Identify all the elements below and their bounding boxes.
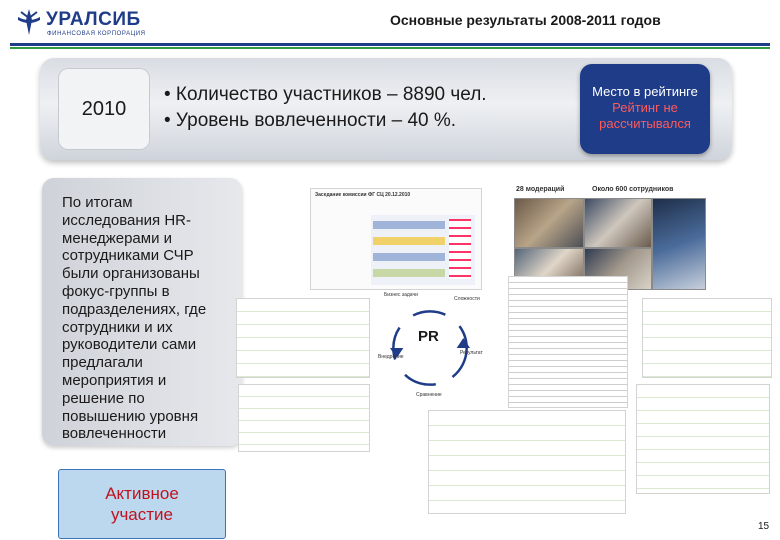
doc-table-values [449, 219, 471, 279]
active-participation-label: Активное участие [105, 484, 179, 524]
rating-title: Место в рейтинге [592, 84, 698, 99]
active-participation-box [58, 469, 226, 539]
cycle-label-implementation: Внедрение [378, 354, 404, 360]
rating-value-line1: Рейтинг не [612, 100, 678, 115]
cycle-label-business: Бизнес задачи [384, 292, 418, 298]
cycle-label-difficulties: Сложности [454, 296, 480, 302]
materials-collage [232, 178, 780, 518]
photo-caption-left: 28 модераций [516, 186, 565, 193]
logo-name: УРАЛСИБ [46, 9, 141, 30]
focus-group-text: По итогам исследования HR-менеджерами и сотрудниками СЧР были организованы фокус-группы в подразделениях, где сотрудники и их руководители сами предлагали мероприятия и решение по повышению уровня вовлеченности [62, 194, 207, 443]
logo-subtitle: ФИНАНСОВАЯ КОРПОРАЦИЯ [47, 31, 146, 37]
header-divider-green [10, 47, 770, 49]
year-value: 2010 [81, 97, 127, 120]
doc-table-row [373, 237, 445, 245]
header-divider-blue [10, 43, 770, 46]
participants-bullet: • Количество участников – 8890 чел. [164, 84, 487, 105]
rating-value-line2: рассчитывался [599, 116, 691, 131]
year-badge [58, 68, 150, 150]
table-document-right-top [642, 298, 772, 378]
doc-table-row [373, 253, 445, 261]
slide-header [0, 0, 780, 44]
doc-table-row [373, 221, 445, 229]
table-document-bottom [428, 410, 626, 514]
table-document-left-bottom [238, 384, 370, 452]
engagement-bullet: • Уровень вовлеченности – 40 %. [164, 110, 457, 131]
photo-meeting-1 [514, 198, 584, 248]
cycle-label-result: Результат [460, 350, 483, 356]
summary-bullets [164, 82, 584, 134]
doc-table-row [373, 269, 445, 277]
rating-box [580, 64, 710, 154]
table-document-left-top [236, 298, 370, 378]
page-title: Основные результаты 2008-2011 годов [390, 12, 661, 28]
page-number: 15 [758, 521, 770, 532]
commission-document [310, 188, 482, 290]
photo-meeting-5 [652, 198, 706, 290]
pr-cycle-diagram [380, 298, 480, 398]
table-document-right-bottom [636, 384, 770, 494]
uralsib-logo-icon [16, 8, 42, 36]
photo-meeting-2 [584, 198, 652, 248]
cycle-label-comparison: Сравнение [416, 392, 442, 398]
pr-label: PR [418, 328, 439, 345]
photo-caption-right: Около 600 сотрудников [592, 186, 674, 193]
company-logo [16, 8, 166, 40]
doc-heading: Заседание комиссии ФГ СЦ 20.12.2010 [315, 192, 411, 198]
text-document-center [508, 276, 628, 408]
